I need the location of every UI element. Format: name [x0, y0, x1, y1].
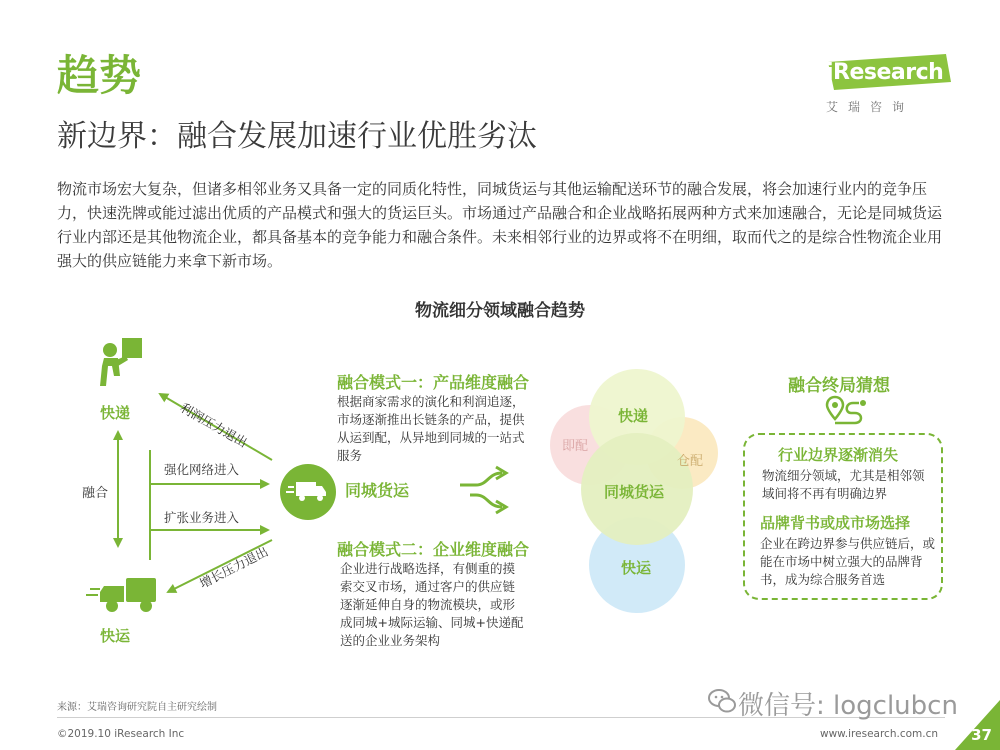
endgame-text-1: 物流细分领域，尤其是相邻领域间将不再有明确边界 — [762, 468, 925, 501]
circle-label-instant: 即配 — [562, 439, 589, 454]
endgame-title: 融合终局猜想 — [788, 376, 890, 396]
circle-label-express: 快递 — [618, 407, 649, 425]
page-number-badge — [955, 700, 1000, 750]
mode1-title: 融合模式一：产品维度融合 — [337, 373, 530, 392]
iresearch-logo — [826, 52, 951, 114]
endgame-text-2: 企业在跨边界参与供应链后，或能在市场中树立强大的品牌背书，成为综合服务首选 — [760, 536, 936, 587]
truck-small-icon — [86, 578, 156, 612]
logo-text: iResearch — [826, 60, 944, 85]
arrow-label-profit: 利润压力退出 — [177, 399, 250, 451]
endgame-heading-2: 品牌背书或成市场选择 — [760, 514, 911, 532]
arrow-label-growth: 增长压力退出 — [196, 543, 271, 592]
intro-paragraph: 物流市场宏大复杂，但诸多相邻业务又具备一定的同质化特性，同城货运与其他运输配送环节的融合发展，将会加速行业内的竞争压力，快速洗牌或能过滤出优质的产品模式和强大的货运巨头。市场通过产品融合和企业战略拓展两种方式来加速融合，无论是同城货运行业内部还是其他物流企业，都具备基本的竞争能力和融合条件。未来相邻行业的边界或将不在明细，取而代之的是综合性物流企业用强大的供应链能力来拿下新市场。 — [57, 180, 943, 270]
copyright: ©2019.10 iResearch Inc — [57, 728, 185, 740]
circle-label-freight: 快运 — [621, 559, 652, 577]
freight-label: 快运 — [100, 627, 131, 645]
page-subtitle: 新边界：融合发展加速行业优胜劣汰 — [57, 119, 537, 154]
footer-url[interactable]: www.iresearch.com.cn — [820, 728, 939, 740]
circle-label-warehouse: 仓配 — [677, 454, 704, 469]
logo-subtext: 艾瑞咨询 — [826, 100, 915, 114]
wechat-icon — [708, 688, 736, 714]
arrow-label-expand: 扩张业务进入 — [164, 510, 240, 525]
source-note: 来源：艾瑞咨询研究院自主研究绘制 — [57, 702, 217, 713]
fusion-label: 融合 — [82, 486, 109, 501]
merge-arrows-icon — [458, 465, 514, 515]
intracity-freight-label: 同城货运 — [345, 481, 410, 500]
mode1-body: 根据商家需求的演化和利润追逐，市场逐渐推出长链条的产品，提供从运到配，从异地到同城的一站式服务 — [337, 394, 525, 463]
mode2-body: 企业进行战略选择，有侧重的摸索交叉市场，通过客户的供应链逐渐延伸自身的物流模块，或形成同城+城际运输、同城+快递配送的企业业务架构 — [340, 561, 524, 648]
arrow-label-network: 强化网络进入 — [164, 462, 240, 477]
express-label: 快递 — [100, 404, 131, 422]
page-number: 37 — [971, 726, 992, 744]
diagram-title: 物流细分领域融合趋势 — [415, 301, 585, 321]
page-title: 趋势 — [57, 51, 142, 100]
route-pin-icon — [825, 395, 869, 429]
courier-icon — [100, 338, 142, 386]
circle-label-intracity: 同城货运 — [604, 483, 665, 501]
endgame-heading-1: 行业边界逐渐消失 — [778, 446, 899, 464]
wechat-watermark: 微信号: logclubcn — [738, 691, 958, 721]
mode2-title: 融合模式二：企业维度融合 — [337, 540, 530, 559]
